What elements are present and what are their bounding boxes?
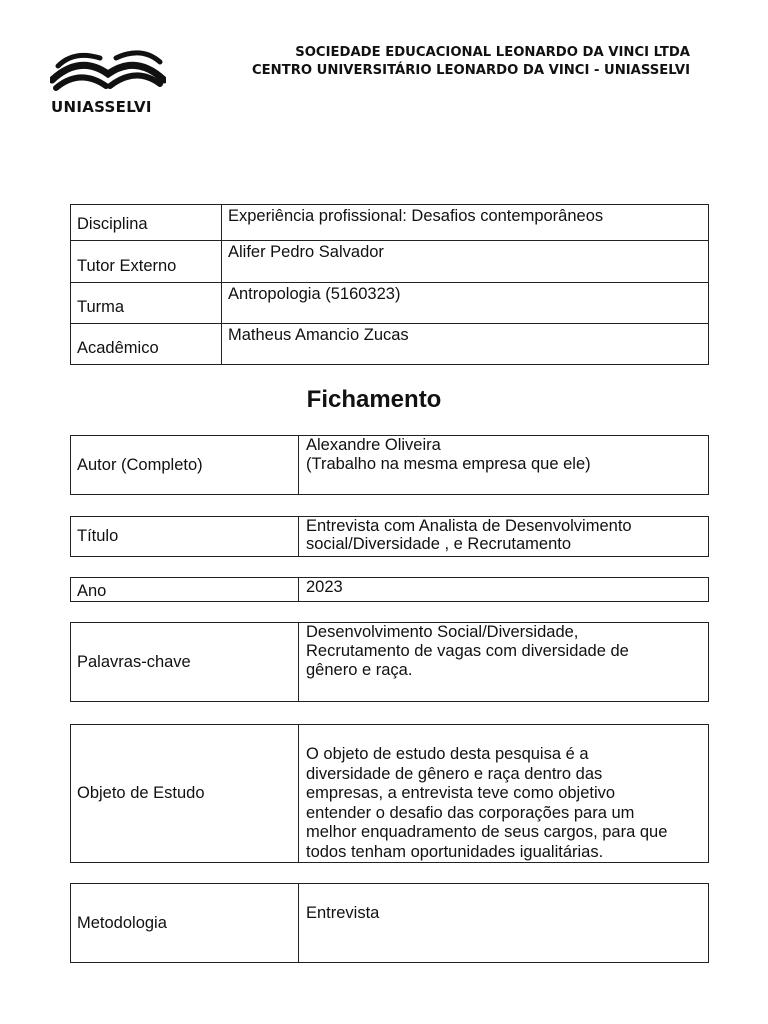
objeto-value (299, 725, 709, 863)
institution-line-2: CENTRO UNIVERSITÁRIO LEONARDO DA VINCI - UNIASSELVI (251, 63, 690, 78)
objeto-line-6: todos tenham oportunidades igualitárias. (306, 842, 604, 861)
tutor-value: Alifer Pedro Salvador (222, 241, 709, 283)
autor-value (299, 436, 709, 495)
autor-label: Autor (Completo) (71, 436, 299, 495)
objeto-label: Objeto de Estudo (71, 725, 299, 863)
palavras-table (70, 622, 709, 702)
objeto-line-1: O objeto de estudo desta pesquisa é a (306, 745, 589, 763)
metodologia-table (70, 883, 709, 963)
ano-label: Ano (71, 578, 299, 602)
academico-value: Matheus Amancio Zucas (222, 324, 709, 365)
autor-line-1: Alexandre Oliveira (306, 436, 441, 454)
page-title: Fichamento (306, 386, 442, 413)
autor-line-2: (Trabalho na mesma empresa que ele) (306, 455, 591, 473)
metodologia-value: Entrevista (299, 884, 709, 963)
palavras-line-1: Desenvolvimento Social/Diversidade, (306, 623, 579, 641)
palavras-line-3: gênero e raça. (306, 661, 413, 679)
institution-header (252, 44, 690, 80)
ano-value: 2023 (299, 578, 709, 602)
titulo-table (70, 516, 709, 557)
objeto-line-4: entender o desafio das corporações para um (306, 803, 635, 822)
palavras-line-2: Recrutamento de vagas com diversidade de (306, 642, 629, 660)
titulo-label: Título (71, 517, 299, 557)
turma-label: Turma (71, 283, 222, 324)
ano-table (70, 577, 709, 602)
disciplina-value: Experiência profissional: Desafios contemporâneos (222, 205, 709, 241)
logo-text: UNIASSELVI (51, 98, 152, 116)
info-table (70, 204, 709, 365)
palavras-value (299, 623, 709, 702)
objeto-table (70, 724, 709, 863)
turma-value: Antropologia (5160323) (222, 283, 709, 324)
institution-line-1: SOCIEDADE EDUCACIONAL LEONARDO DA VINCI LTDA (295, 45, 690, 60)
titulo-value (299, 517, 709, 557)
academico-label: Acadêmico (71, 324, 222, 365)
objeto-line-5: melhor enquadramento de seus cargos, para que (306, 823, 668, 841)
objeto-line-3: empresas, a entrevista teve como objetivo (306, 784, 616, 802)
tutor-label: Tutor Externo (71, 241, 222, 283)
titulo-line-2: social/Diversidade , e Recrutamento (306, 535, 572, 553)
objeto-line-2: diversidade de gênero e raça dentro das (306, 764, 603, 783)
disciplina-label: Disciplina (71, 205, 222, 241)
palavras-label: Palavras-chave (71, 623, 299, 702)
autor-table (70, 435, 709, 495)
metodologia-label: Metodologia (71, 884, 299, 963)
titulo-line-1: Entrevista com Analista de Desenvolvimento (306, 517, 632, 535)
